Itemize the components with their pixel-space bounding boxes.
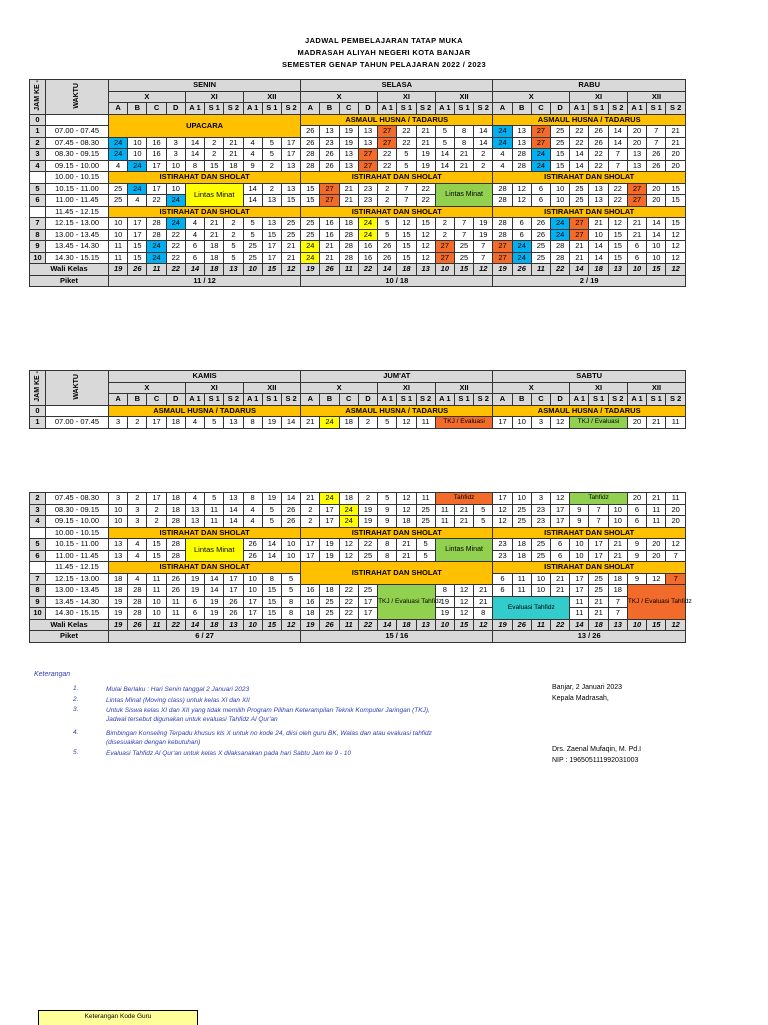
table-row: 5 10.15 - 11.00 13 4 15 28 Lintas Minat 26 14 10 17 19 12 22 8 21 5 Lintas Minat 23 18 25 6 10 17 21 9 20 12 (30, 539, 686, 551)
table-row: 1 07.00 - 07.45 3 2 17 18 4 5 13 8 19 14 21 24 18 2 5 12 11 TKJ / Evaluasi 17 10 3 12 TKJ / Evaluasi 20 21 11 (30, 417, 686, 429)
table-row: 4 09.15 - 10.00 10 3 2 28 13 11 14 4 5 26 2 17 24 19 9 18 25 11 21 5 12 25 23 17 9 7 10 6 11 20 (30, 516, 686, 528)
table-row: 10.00 - 10.15 ISTIRAHAT DAN SHOLAT ISTIRAHAT DAN SHOLAT ISTIRAHAT DAN SHOLAT (30, 527, 686, 539)
table-row: 3 08.30 - 09.15 24 10 16 3 14 2 21 4 5 17 28 26 13 27 22 5 19 14 21 2 4 28 24 15 14 22 7 13 26 20 (30, 149, 686, 161)
istirahat-cell: ISTIRAHAT DAN SHOLAT (109, 172, 301, 184)
schedule-table-kamis-sabtu-top (29, 370, 686, 429)
table-row: 8 13.00 - 13.45 10 17 28 22 4 21 2 5 15 25 25 16 28 24 5 15 12 2 7 19 28 6 26 24 27 10 15 21 14 12 (30, 229, 686, 241)
day-header-kamis: KAMIS (109, 371, 301, 383)
grade-x: X (301, 91, 378, 103)
grade-xi: XI (378, 382, 436, 394)
tkj-evaluasi-tahfidz-cell: TKJ / Evaluasi Tahfidz (627, 585, 685, 620)
day-header-selasa: SELASA (301, 80, 493, 92)
table-row: 7 12.15 - 13.00 18 4 11 26 19 14 17 10 8 5 6 11 10 21 17 25 18 9 12 7 (30, 573, 686, 585)
istirahat-cell: ISTIRAHAT DAN SHOLAT (109, 527, 301, 539)
tkj-evaluasi-cell: TKJ / Evaluasi (570, 417, 628, 429)
istirahat-cell: ISTIRAHAT DAN SHOLAT (109, 206, 301, 218)
istirahat-cell: ISTIRAHAT DAN SHOLAT (493, 562, 686, 574)
table-row: 5 10.15 - 11.00 25 24 17 10 Lintas Minat 14 2 13 15 27 21 23 2 7 22 Lintas Minat 28 12 6 10 25 13 22 27 20 15 (30, 183, 686, 195)
table-row: 8 13.00 - 13.45 18 28 11 26 19 14 17 10 15 5 16 18 22 25 TKJ / Evaluasi Tahfidz 8 12 21 6 11 10 21 17 25 18 TKJ / Evaluasi Tahfidz (30, 585, 686, 597)
grade-xi: XI (570, 91, 628, 103)
grade-xii: XII (435, 382, 493, 394)
istirahat-cell: ISTIRAHAT DAN SHOLAT (493, 527, 686, 539)
table-row: 2 07.45 - 08.30 3 2 17 18 4 5 13 8 19 14 21 24 18 2 5 12 11 Tahfidz 17 10 3 12 Tahfidz 20 21 11 (30, 493, 686, 505)
istirahat-cell: ISTIRAHAT DAN SHOLAT (301, 562, 493, 585)
table-row: 10 14.30 - 15.15 11 15 24 22 6 18 5 25 17 21 24 21 28 16 26 15 12 27 25 7 27 24 25 28 21 14 15 6 10 12 (30, 252, 686, 264)
istirahat-cell: ISTIRAHAT DAN SHOLAT (109, 562, 301, 574)
evaluasi-tahfidz-cell: Evaluasi Tahfidz (493, 596, 570, 619)
waktu-header: WAKTU (46, 80, 109, 115)
grade-xii: XII (435, 91, 493, 103)
istirahat-cell: ISTIRAHAT DAN SHOLAT (493, 206, 686, 218)
asmaul-husna-cell: ASMAUL HUSNA / TADARUS (301, 405, 493, 417)
lintas-minat-cell: Lintas Minat (435, 183, 493, 206)
signature-nip: NIP : 196505111992031003 (552, 757, 639, 764)
grade-xi: XI (378, 91, 436, 103)
table-row: 11.45 - 12.15 ISTIRAHAT DAN SHOLAT ISTIRAHAT DAN SHOLAT ISTIRAHAT DAN SHOLAT (30, 206, 686, 218)
asmaul-husna-cell: ASMAUL HUSNA / TADARUS (493, 114, 686, 126)
lintas-minat-cell: Lintas Minat (185, 539, 243, 562)
table-row: 2 07.45 - 08.30 24 10 16 3 14 2 21 4 5 17 26 23 19 13 27 22 21 5 8 14 24 13 27 25 22 26 14 20 7 21 (30, 137, 686, 149)
subclass-row: A B C D A 1 S 1 S 2 A 1 S 1 S 2 A B C D A 1 S 1 S 2 A 1 S 1 S 2 A B C D A 1 S 1 S 2 A 1 S 1 S 2 (30, 103, 686, 115)
asmaul-husna-cell: ASMAUL HUSNA / TADARUS (109, 405, 301, 417)
tkj-evaluasi-cell: TKJ / Evaluasi (435, 417, 493, 429)
table-row: 3 08.30 - 09.15 10 3 2 18 13 11 14 4 5 26 2 17 24 19 9 12 25 11 21 5 12 25 23 17 9 7 10 6 11 20 (30, 504, 686, 516)
tahfidz-cell: Tahfidz (570, 493, 628, 505)
schedule-table-senin-rabu (29, 79, 686, 287)
wali-kelas-row: Wali Kelas 19 26 11 22 14 18 13 10 15 12 19 26 11 22 14 18 13 10 15 12 19 26 11 22 14 18 13 10 15 12 (30, 264, 686, 276)
piket-row: Piket 11 / 12 10 / 18 2 / 19 (30, 275, 686, 287)
grade-xii: XII (627, 382, 685, 394)
table-row: 4 09.15 - 10.00 4 24 17 10 8 15 18 9 2 13 28 26 13 27 22 5 19 14 21 2 4 28 24 15 14 22 7 13 26 20 (30, 160, 686, 172)
teacher-code-legend: Keterangan Kode Guru (38, 1010, 198, 1025)
table-row: 0 UPACARA ASMAUL HUSNA / TADARUS ASMAUL HUSNA / TADARUS (30, 114, 686, 126)
table-row: 9 13.45 - 14.30 19 28 10 11 6 19 26 17 15 8 16 25 22 17 19 12 21 Evaluasi Tahfidz 11 21 7 (30, 596, 686, 608)
grade-x: X (109, 91, 186, 103)
day-header-sabtu: SABTU (493, 371, 686, 383)
table-row: 6 11.00 - 11.45 25 4 22 24 14 13 15 15 27 21 23 2 7 22 28 12 6 10 25 13 22 27 20 15 (30, 195, 686, 207)
grade-xii: XII (243, 91, 301, 103)
table-row: 0 ASMAUL HUSNA / TADARUS ASMAUL HUSNA / TADARUS ASMAUL HUSNA / TADARUS (30, 405, 686, 417)
grade-x: X (301, 382, 378, 394)
istirahat-cell: ISTIRAHAT DAN SHOLAT (301, 172, 493, 184)
grade-x: X (493, 382, 570, 394)
day-header-senin: SENIN (109, 80, 301, 92)
grade-xi: XI (185, 382, 243, 394)
grade-xii: XII (243, 382, 301, 394)
asmaul-husna-cell: ASMAUL HUSNA / TADARUS (493, 405, 686, 417)
tahfidz-cell: Tahfidz (435, 493, 493, 505)
day-header-rabu: RABU (493, 80, 686, 92)
semester-title: SEMESTER GENAP TAHUN PELAJARAN 2022 / 2023 (281, 60, 487, 69)
table-row: 1 07.00 - 07.45 26 13 19 13 27 22 21 5 8 14 24 13 27 25 22 26 14 20 7 21 (30, 126, 686, 138)
notes-title: Keterangan (34, 671, 71, 678)
wali-kelas-row: Wali Kelas 19 26 11 22 14 18 13 10 15 12 19 26 11 22 14 18 13 10 15 12 19 26 11 22 14 18 13 10 15 12 (30, 619, 686, 631)
schedule-title: JADWAL PEMBELAJARAN TATAP MUKA (305, 36, 463, 45)
waktu-header: WAKTU (46, 371, 109, 406)
grade-x: X (493, 91, 570, 103)
school-name: MADRASAH ALIYAH NEGERI KOTA BANJAR (297, 48, 471, 57)
jam-ke-header: JAM KE - (30, 371, 46, 406)
table-row: 10.00 - 10.15 ISTIRAHAT DAN SHOLAT ISTIRAHAT DAN SHOLAT ISTIRAHAT DAN SHOLAT (30, 172, 686, 184)
table-row: 11.45 - 12.15 ISTIRAHAT DAN SHOLAT ISTIRAHAT DAN SHOLAT ISTIRAHAT DAN SHOLAT (30, 562, 686, 574)
lintas-minat-cell: Lintas Minat (435, 539, 493, 562)
asmaul-husna-cell: ASMAUL HUSNA / TADARUS (301, 114, 493, 126)
piket-row: Piket 6 / 27 15 / 16 13 / 26 (30, 631, 686, 643)
tkj-evaluasi-tahfidz-cell: TKJ / Evaluasi Tahfidz (378, 585, 436, 620)
grade-x: X (109, 382, 186, 394)
grade-xi: XI (185, 91, 243, 103)
signature-name: Drs. Zaenal Mufaqin, M. Pd.I (552, 746, 642, 753)
table-row: 6 11.00 - 11.45 13 4 15 28 26 14 10 17 19 12 25 8 21 5 23 18 25 6 10 17 21 9 20 7 (30, 550, 686, 562)
istirahat-cell: ISTIRAHAT DAN SHOLAT (301, 527, 493, 539)
signature-role: Kepala Madrasah, (552, 695, 609, 702)
grade-xii: XII (627, 91, 685, 103)
day-header-jumat: JUM'AT (301, 371, 493, 383)
subclass-row: A B C D A 1 S 1 S 2 A 1 S 1 S 2 A B C D A 1 S 1 S 2 A 1 S 1 S 2 A B C D A 1 S 1 S 2 A 1 S 1 S 2 (30, 394, 686, 406)
grade-xi: XI (570, 382, 628, 394)
schedule-table-kamis-sabtu-bottom (29, 492, 692, 643)
table-row: 7 12.15 - 13.00 10 17 28 24 4 21 2 5 13 25 25 16 18 24 5 12 15 2 7 19 28 6 26 24 27 21 12 21 14 15 (30, 218, 686, 230)
table-row: 9 13.45 - 14.30 11 15 24 22 6 18 5 25 17 21 24 21 28 16 26 15 12 27 25 7 27 24 25 28 21 14 15 6 10 12 (30, 241, 686, 253)
istirahat-cell: ISTIRAHAT DAN SHOLAT (301, 206, 493, 218)
jam-ke-header: JAM KE - (30, 80, 46, 115)
upacara-cell: UPACARA (109, 114, 301, 137)
signature-place-date: Banjar, 2 Januari 2023 (552, 684, 623, 691)
lintas-minat-cell: Lintas Minat (185, 183, 243, 206)
table-row: 10 14.30 - 15.15 19 28 10 11 6 19 26 17 15 8 18 25 22 17 19 12 8 11 21 7 (30, 608, 686, 620)
istirahat-cell: ISTIRAHAT DAN SHOLAT (493, 172, 686, 184)
